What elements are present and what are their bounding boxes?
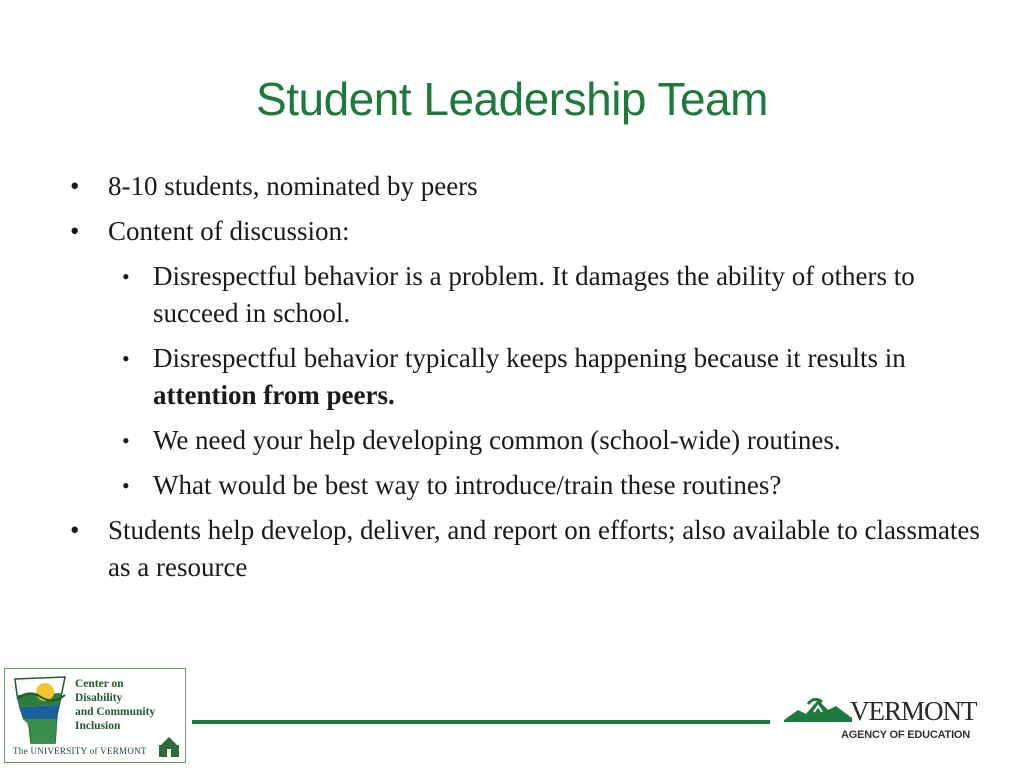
sub-bullet-item xyxy=(107,467,982,504)
bullet-text: Students help develop, deliver, and report on efforts; also available to classmates as a resource xyxy=(108,515,980,582)
bullet-glyph: • xyxy=(70,216,80,246)
cdci-logo xyxy=(4,668,186,763)
cdci-line: Center on xyxy=(75,678,124,690)
sub-bullet-text: Disrespectful behavior is a problem. It damages the ability of others to succeed in school. xyxy=(153,261,915,328)
sub-bullet-text: We need your help developing common (school-wide) routines. xyxy=(153,425,841,455)
university-name: The UNIVERSITY of VERMONT xyxy=(13,746,147,756)
vermont-aoe-logo xyxy=(784,694,977,744)
sub-bullet-item xyxy=(107,422,982,459)
cdci-name xyxy=(75,677,185,733)
bullet-glyph: • xyxy=(122,473,130,498)
sub-bullet-text: What would be best way to introduce/train these routines? xyxy=(153,470,782,500)
sub-bullet-item xyxy=(107,340,982,414)
cdci-line: Inclusion xyxy=(75,720,121,732)
bullet-glyph: • xyxy=(70,171,80,201)
bullet-glyph: • xyxy=(122,428,130,453)
bullet-text: 8-10 students, nominated by peers xyxy=(108,171,478,201)
bullet-glyph: • xyxy=(122,346,130,371)
bullet-list xyxy=(62,168,982,594)
cdci-line: and Community xyxy=(75,706,156,718)
sub-bullet-bold-text: attention from peers. xyxy=(153,380,395,410)
vermont-map-icon xyxy=(11,675,69,745)
cdci-line: Disability xyxy=(75,692,123,704)
agency-of-education-text: AGENCY OF EDUCATION xyxy=(841,729,971,741)
bullet-item xyxy=(62,168,982,205)
bullet-item xyxy=(62,512,982,586)
bullet-glyph: • xyxy=(70,515,80,545)
vermont-wordmark: VERMONT xyxy=(850,696,977,726)
sub-bullet-list xyxy=(62,258,982,504)
slide-title: Student Leadership Team xyxy=(256,73,768,125)
bullet-item xyxy=(62,213,982,250)
bullet-glyph: • xyxy=(122,264,130,289)
sub-bullet-text: Disrespectful behavior typically keeps happening because it results in xyxy=(153,343,906,373)
university-seal-icon xyxy=(157,735,181,759)
mountain-icon xyxy=(784,694,852,728)
sub-bullet-item xyxy=(107,258,982,332)
footer-rule xyxy=(192,720,770,724)
bullet-text: Content of discussion: xyxy=(108,216,350,246)
